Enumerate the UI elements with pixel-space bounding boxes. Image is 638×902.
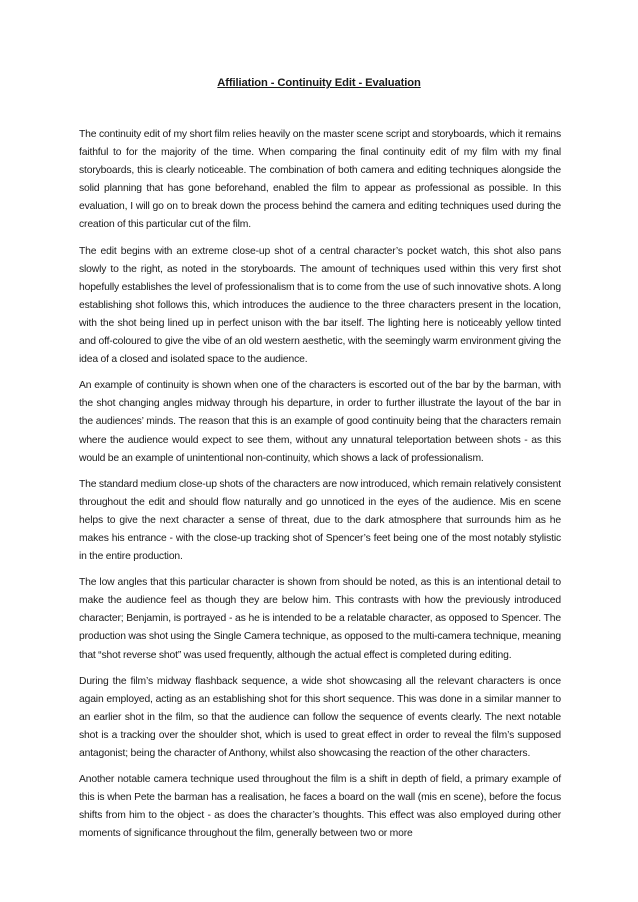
paragraph-3: An example of continuity is shown when one of the characters is escorted out of the bar by the barman, with the shot changing angles midway through his departure, in order to further illustrate the layout of the bar in the audiences’ minds. The reason that this is an example of good continuity being that the characters remain where the audience would expect to see them, without any unnatural teleportation between shots - as this would be an example of unintentional non-continuity, which shows a lack of professionalism. xyxy=(79,380,561,464)
paragraph-1: The continuity edit of my short film relies heavily on the master scene script and storyboards, which it remains faithful to for the majority of the time. When comparing the final continuity edit of my film with my final storyboards, this is clearly noticeable. The combination of both camera and editing techniques alongside the solid planning that has gone beforehand, enabled the film to appear as professional as possible. In this evaluation, I will go on to break down the process behind the camera and editing techniques used during the creation of this particular cut of the film. xyxy=(79,129,561,231)
paragraph-5: The low angles that this particular character is shown from should be noted, as this is an intentional detail to make the audience feel as though they are below him. This contrasts with how the previously introduced character; Benjamin, is portrayed - as he is intended to be a relatable character, as opposed to Spencer. The production was shot using the Single Camera technique, as opposed to the multi-camera technique, meaning that “shot reverse shot” was used frequently, although the actual effect is completed during editing. xyxy=(79,577,561,661)
document-title: Affiliation - Continuity Edit - Evaluation xyxy=(217,77,421,89)
document-body xyxy=(79,126,561,851)
paragraph-4: The standard medium close-up shots of the characters are now introduced, which remain relatively consistent throughout the edit and should flow naturally and go unnoticed in the eyes of the audience. Mis en scene helps to give the next character a sense of threat, due to the dark atmosphere that surrounds him as he makes his entrance - with the close-up tracking shot of Spencer’s feet being one of the most notably stylistic in the entire production. xyxy=(79,478,561,563)
paragraph-7: Another notable camera technique used throughout the film is a shift in depth of field, a primary example of this is when Pete the barman has a realisation, he faces a board on the wall (mis en scene), before the focus shifts from him to the object - as does the character’s thoughts. This effect was also employed during other moments of significance throughout the film, generally between two or more xyxy=(79,774,561,840)
paragraph-6: During the film’s midway flashback sequence, a wide shot showcasing all the relevant characters is once again employed, acting as an establishing shot for this short sequence. This was done in a similar manner to an earlier shot in the film, so that the audience can follow the sequence of events clearly. The next notable shot is a tracking over the shoulder shot, which is used to great effect in order to reveal the film’s supposed antagonist; being the character of Anthony, whilst also showcasing the reaction of the other characters. xyxy=(79,675,561,759)
paragraph-2: The edit begins with an extreme close-up shot of a central character’s pocket watch, this shot also pans slowly to the right, as noted in the storyboards. The amount of techniques used within this very first shot hopefully establishes the level of professionalism that is to come from the use of such innovative shots. A long establishing shot follows this, which introduces the audience to the three characters present in the location, with the shot being lined up in perfect unison with the bar itself. The lighting here is noticeably yellow tinted and off-coloured to give the vibe of an old western aesthetic, with the seemingly warm environment giving the idea of a closed and isolated space to the audience. xyxy=(79,245,561,366)
